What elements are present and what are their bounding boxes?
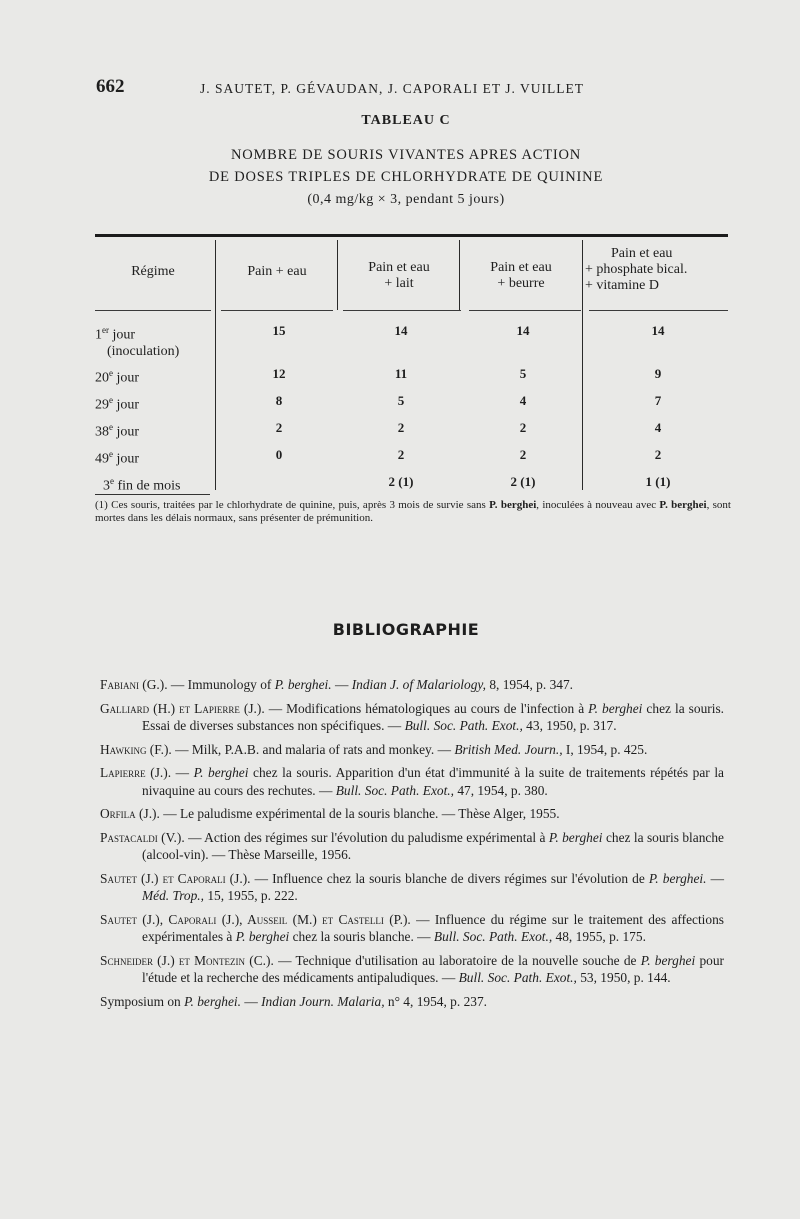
reference-citation: 47, 1954, p. 380. (454, 782, 548, 798)
table-cell: 0 (275, 447, 283, 462)
reference-text: Symposium on (100, 993, 185, 1009)
reference-journal: Bull. Soc. Path. Exot., (458, 970, 577, 985)
reference-citation: I, 1954, p. 425. (562, 741, 648, 757)
reference-text: — (240, 993, 262, 1009)
running-head: J. SAUTET, P. GÉVAUDAN, J. CAPORALI ET J. VUILLET (200, 81, 585, 96)
row-day-text: fin de mois (114, 478, 181, 494)
table-cell: 12 (272, 366, 286, 381)
table-cell: 5 (519, 366, 527, 381)
row-day-text: jour (113, 370, 140, 386)
reference-author: Pastacaldi (V.). (100, 829, 185, 845)
reference-species: P. berghei. (184, 993, 241, 1009)
header-rule (343, 310, 461, 311)
reference-text: — (706, 870, 724, 886)
reference-journal: Bull. Soc. Path. Exot., (433, 929, 553, 944)
reference-species: P. berghei. (274, 677, 332, 692)
row-day-number: 49 (95, 451, 109, 467)
reference-text: — (171, 765, 194, 780)
row-day-suffix: e (109, 368, 113, 378)
reference-author: Lapierre (J.). (100, 765, 172, 780)
footnote-text: , inoculées à nouveau avec (536, 499, 660, 511)
reference-text: — Immunology of (167, 677, 275, 692)
row-day-number: 38 (95, 424, 109, 440)
reference-text: — Technique d'utilisation au laboratoire de la nouvelle souche de (273, 952, 641, 968)
table-subtitle: (0,4 mg/kg × 3, pendant 5 jours) (307, 192, 505, 207)
row-day-suffix: e (109, 449, 113, 459)
header-rule (469, 310, 581, 311)
column-divider (459, 240, 460, 310)
row-label (103, 473, 181, 495)
header-rule (95, 310, 211, 311)
reference-journal: British Med. Journ., (454, 741, 563, 757)
header-rule (589, 310, 728, 311)
table-cell: 2 (1) (510, 474, 536, 489)
table-cell: 2 (519, 420, 527, 435)
reference-species: P. berghei (193, 765, 249, 780)
reference-entry (100, 741, 724, 759)
reference-author: Sautet (J.) et Caporali (J.). (100, 870, 251, 886)
reference-text: chez la souris blanche (alcool-vin). — Thèse Marseille, 1956. (142, 829, 724, 862)
row-day-suffix: er (102, 325, 109, 335)
header-lait (341, 260, 457, 292)
reference-species: P. berghei (235, 929, 290, 944)
bibliography-list (100, 676, 724, 1016)
reference-journal: Bull. Soc. Path. Exot., (335, 782, 454, 798)
table-cell: 2 (275, 420, 283, 435)
table-cell: 5 (397, 393, 405, 408)
reference-entry (100, 829, 724, 864)
table-cell: 4 (654, 420, 662, 435)
table-title-line-1: NOMBRE DE SOURIS VIVANTES APRES ACTION (230, 147, 582, 163)
data-table (95, 234, 728, 496)
header-rule (221, 310, 333, 311)
footnote-text: , sont mortes dans les délais normaux, sans présenter de prémunition. (95, 499, 731, 524)
reference-species: P. berghei. (648, 870, 707, 886)
page-number: 662 (96, 76, 125, 97)
reference-species: P. berghei (640, 952, 696, 968)
header-phosphate-line-1: Pain et eau (611, 246, 673, 261)
row-label (95, 365, 139, 387)
header-beurre (463, 260, 579, 292)
reference-species: P. berghei (588, 700, 643, 716)
reference-species: P. berghei (548, 829, 603, 845)
reference-entry (100, 911, 724, 946)
reference-text: — Influence chez la souris blanche de divers régimes sur l'évolution de (250, 870, 649, 886)
reference-citation: 43, 1950, p. 317. (522, 718, 617, 733)
header-regime: Régime (131, 264, 175, 279)
table-cell: 2 (1) (388, 474, 414, 489)
table-footnote (95, 499, 731, 525)
reference-text: — Modifications hématologiques au cours de l'infection à (264, 700, 589, 716)
reference-author: Sautet (J.), Caporali (J.), Ausseil (M.) et Castelli (P.). (100, 911, 411, 927)
reference-entry (100, 870, 724, 905)
header-lait-line-2: + lait (384, 276, 414, 291)
reference-text: — (331, 677, 352, 692)
reference-entry (100, 700, 724, 735)
table-cell: 4 (519, 393, 527, 408)
column-divider (215, 240, 216, 490)
table-cell: 2 (397, 447, 405, 462)
table-cell: 8 (275, 393, 283, 408)
table-cell: 14 (394, 323, 408, 338)
row-label (95, 322, 179, 360)
reference-author: Fabiani (G.). (100, 677, 168, 692)
reference-text: — Action des régimes sur l'évolution du paludisme expérimental à (184, 829, 549, 845)
reference-journal: Indian Journ. Malaria, (261, 993, 385, 1009)
reference-citation: 48, 1955, p. 175. (552, 929, 646, 944)
table-cell: 14 (651, 323, 665, 338)
footnote-species: P. berghei (659, 499, 707, 511)
row-day-number: 3 (103, 478, 110, 494)
row-day-number: 1 (95, 327, 102, 343)
row-day-number: 20 (95, 370, 109, 386)
header-phosphate-line-2: + phosphate bical. (585, 262, 688, 277)
row-day-text: jour (113, 397, 140, 413)
row-label (95, 392, 139, 414)
table-top-rule (95, 234, 728, 237)
table-cell: 9 (654, 366, 662, 381)
header-beurre-line-1: Pain et eau (490, 260, 552, 275)
reference-author: Hawking (F.). (100, 741, 172, 757)
reference-text: chez la souris. Essai de diverses substances non spécifiques. — (142, 700, 725, 733)
reference-citation: 53, 1950, p. 144. (576, 970, 671, 985)
row-day-text: jour (113, 424, 140, 440)
table-cell: 11 (394, 366, 408, 381)
reference-text: pour l'étude et la recherche des médicaments antipaludiques. — (142, 952, 724, 985)
table-cell: 2 (654, 447, 662, 462)
header-phosphate-line-3: + vitamine D (585, 278, 659, 293)
reference-text: — Le paludisme expérimental de la souris blanche. — Thèse Alger, 1955. (159, 806, 560, 821)
footnote-species: P. berghei (489, 499, 537, 511)
header-phosphate (585, 246, 728, 294)
table-cell: 1 (1) (645, 474, 671, 489)
table-cell: 15 (272, 323, 286, 338)
table-title (0, 144, 800, 188)
reference-text: chez la souris blanche. — (289, 929, 434, 944)
reference-citation: 15, 1955, p. 222. (204, 888, 298, 903)
row-label (95, 446, 139, 468)
reference-journal: Méd. Trop., (142, 888, 204, 903)
reference-citation: 8, 1954, p. 347. (485, 677, 574, 692)
reference-author: Orfila (J.). (100, 806, 160, 821)
header-pain-eau: Pain + eau (247, 264, 307, 279)
table-cell: 7 (654, 393, 662, 408)
row-day-suffix: e (109, 422, 113, 432)
reference-journal: Bull. Soc. Path. Exot., (404, 718, 523, 733)
row-label (95, 419, 139, 441)
reference-entry (100, 993, 724, 1011)
column-divider (582, 240, 583, 490)
footnote-rule (95, 494, 210, 495)
table-cell: 2 (397, 420, 405, 435)
row-day-text: jour (109, 327, 136, 343)
row-day-text: jour (113, 451, 140, 467)
reference-text: chez la souris. Apparition d'un état d'immunité à la suite de traitements répétés par la nivaquine au cours des rechutes. — (142, 765, 724, 798)
row-day-note: (inoculation) (107, 343, 180, 359)
header-beurre-line-2: + beurre (497, 276, 545, 291)
reference-citation: n° 4, 1954, p. 237. (384, 993, 487, 1009)
row-day-number: 29 (95, 397, 109, 413)
header-lait-line-1: Pain et eau (368, 260, 430, 275)
reference-author: Schneider (J.) et Montezin (C.). (100, 952, 274, 968)
row-day-suffix: e (110, 476, 114, 486)
reference-author: Galliard (H.) et Lapierre (J.). (100, 700, 265, 716)
reference-text: — Influence du régime sur le traitement des affections expérimentales à (142, 911, 724, 944)
reference-entry (100, 676, 724, 694)
bibliography-title: BIBLIOGRAPHIE (332, 620, 480, 639)
reference-journal: Indian J. of Malariology, (351, 677, 486, 692)
footnote-text: (1) Ces souris, traitées par le chlorhydrate de quinine, puis, après 3 mois de survie sans (95, 499, 490, 511)
column-divider (337, 240, 338, 310)
table-cell: 14 (516, 323, 530, 338)
table-label: TABLEAU C (361, 113, 451, 128)
page-header (96, 76, 736, 98)
reference-entry (100, 805, 724, 823)
reference-entry (100, 952, 724, 987)
reference-text: — Milk, P.A.B. and malaria of rats and monkey. — (171, 741, 455, 757)
table-cell: 2 (519, 447, 527, 462)
reference-entry (100, 764, 724, 799)
row-day-suffix: e (109, 395, 113, 405)
table-title-line-2: DE DOSES TRIPLES DE CHLORHYDRATE DE QUININE (208, 169, 604, 185)
